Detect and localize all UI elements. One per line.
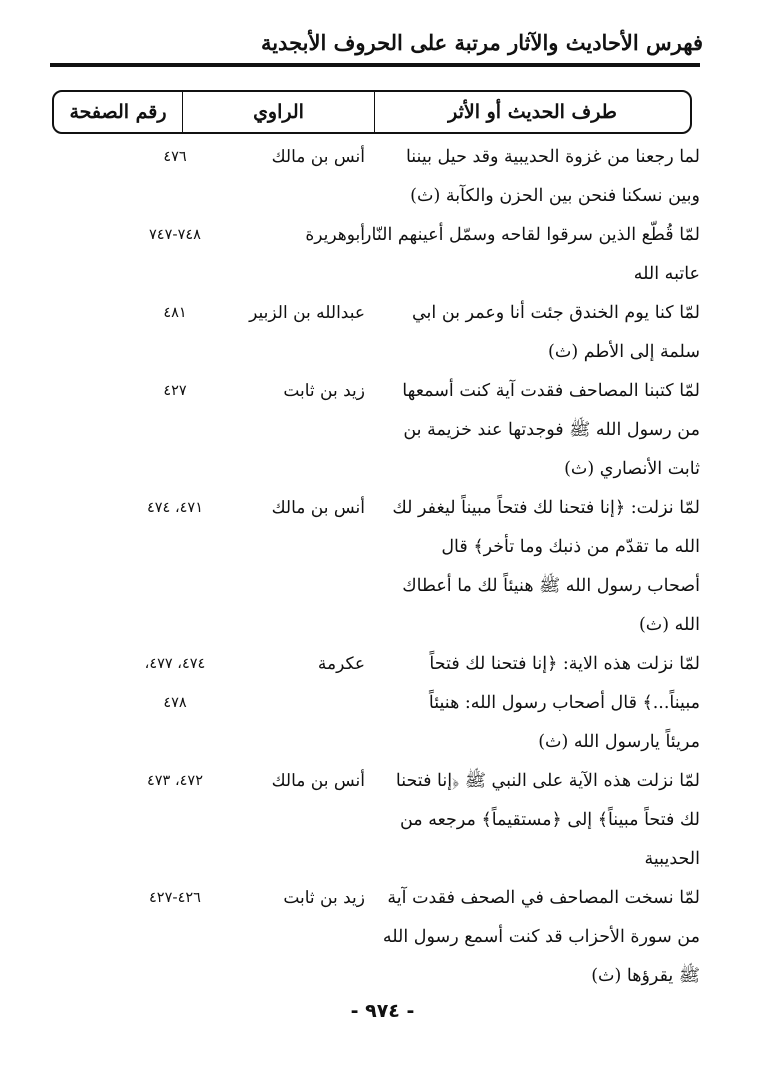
column-header-page: رقم الصفحة xyxy=(69,101,167,123)
hadith-text-line: لمّا كنا يوم الخندق جئت أنا وعمر بن ابي xyxy=(411,303,700,323)
hadith-text-line: مريئاً يارسول الله (ث) xyxy=(538,732,700,752)
hadith-text-line: أصحاب رسول الله ﷺ هنيئاً لك ما أعطاك xyxy=(402,576,700,596)
narrator: أبوهريرة xyxy=(305,225,365,245)
hadith-text-line: لك فتحاً مبيناً﴾ إلى ﴿مستقيماً﴾ مرجعه من xyxy=(399,810,700,830)
page-ref-line: ٤٧٢، ٤٧٣ xyxy=(146,773,204,789)
entries-list xyxy=(40,138,700,996)
table-row xyxy=(40,879,700,996)
table-row xyxy=(40,762,700,879)
page-ref-line: ٤٢٧ xyxy=(163,383,187,399)
hadith-text-line: الله (ث) xyxy=(638,615,700,635)
hadith-text-line: لمّا نزلت هذه الاية: ﴿إنا فتحنا لك فتحاً xyxy=(429,654,700,674)
narrator: زيد بن ثابت xyxy=(283,888,365,908)
hadith-text-line: لمّا نزلت: ﴿إنا فتحنا لك فتحاً مبيناً ليغفر لك xyxy=(392,498,700,518)
hadith-text-line: سلمة إلى الأطم (ث) xyxy=(548,342,700,362)
page-ref-line: ٤٧٨ xyxy=(163,695,187,711)
table-header xyxy=(52,90,692,134)
page-ref xyxy=(100,294,250,333)
hadith-text-line: وبين نسكنا فنحن بين الحزن والكآبة (ث) xyxy=(410,186,700,206)
narrator: أنس بن مالك xyxy=(271,498,365,518)
narrator: عبدالله بن الزبير xyxy=(249,303,365,323)
page-ref xyxy=(100,489,250,528)
page-ref-line: ٧٤٨-٧٤٧ xyxy=(149,227,201,243)
table-row xyxy=(40,489,700,645)
table-row xyxy=(40,216,700,294)
hadith-text-line: مبيناً...﴾ قال أصحاب رسول الله: هنيئاً xyxy=(428,693,700,713)
page-ref xyxy=(100,645,250,723)
page-ref-line: ٤٧٤، ٤٧٧، xyxy=(144,656,206,672)
table-row xyxy=(40,138,700,216)
hadith-text-line: لمّا نسخت المصاحف في الصحف فقدت آية xyxy=(387,888,700,908)
hadith-text-line: الله ما تقدّم من ذنبك وما تأخر﴾ قال xyxy=(441,537,700,557)
header-rule xyxy=(50,63,700,67)
page-ref-line: ٤٧٦ xyxy=(163,149,187,165)
page-ref xyxy=(100,762,250,801)
table-row xyxy=(40,294,700,372)
hadith-text-line: من سورة الأحزاب قد كنت أسمع رسول الله xyxy=(382,927,700,947)
narrator: أنس بن مالك xyxy=(271,771,365,791)
hadith-text-line: لمّا قُطّع الذين سرقوا لقاحه وسمّل أعينهم النّار xyxy=(363,225,700,245)
page-number: - ٩٧٤ - xyxy=(350,1000,415,1022)
hadith-text-line: ﷺ يقرؤها (ث) xyxy=(591,966,700,986)
table-row xyxy=(40,372,700,489)
page-ref-line: ٤٢٦-٤٢٧ xyxy=(149,890,201,906)
page-ref-line: ٤٧١، ٤٧٤ xyxy=(146,500,204,516)
hadith-text-line: لما رجعنا من غزوة الحديبية وقد حيل بيننا xyxy=(405,147,700,167)
narrator: زيد بن ثابت xyxy=(283,381,365,401)
narrator: عكرمة xyxy=(317,654,365,674)
hadith-text-line: لمّا نزلت هذه الآية على النبي ﷺ ﴿إنا فتحنا xyxy=(395,771,700,791)
table-row xyxy=(40,645,700,762)
page-ref-line: ٤٨١ xyxy=(163,305,187,321)
column-header-rawi: الراوي xyxy=(182,92,374,132)
running-head: فهرس الأحاديث والآثار مرتبة على الحروف الأبجدية xyxy=(260,30,703,55)
hadith-text-line: الحديبية xyxy=(644,849,700,869)
narrator: أنس بن مالك xyxy=(271,147,365,167)
hadith-text-line: ثابت الأنصاري (ث) xyxy=(564,459,700,479)
column-header-tarf: طرف الحديث أو الأثر xyxy=(374,92,690,132)
hadith-text-line: لمّا كتبنا المصاحف فقدت آية كنت أسمعها xyxy=(402,381,700,401)
page-ref xyxy=(100,879,250,918)
page-ref xyxy=(100,216,250,255)
hadith-text-line: عاتبه الله xyxy=(633,264,700,284)
page-ref xyxy=(100,138,250,177)
hadith-text-line: من رسول الله ﷺ فوجدتها عند خزيمة بن xyxy=(403,420,700,440)
page-ref xyxy=(100,372,250,411)
